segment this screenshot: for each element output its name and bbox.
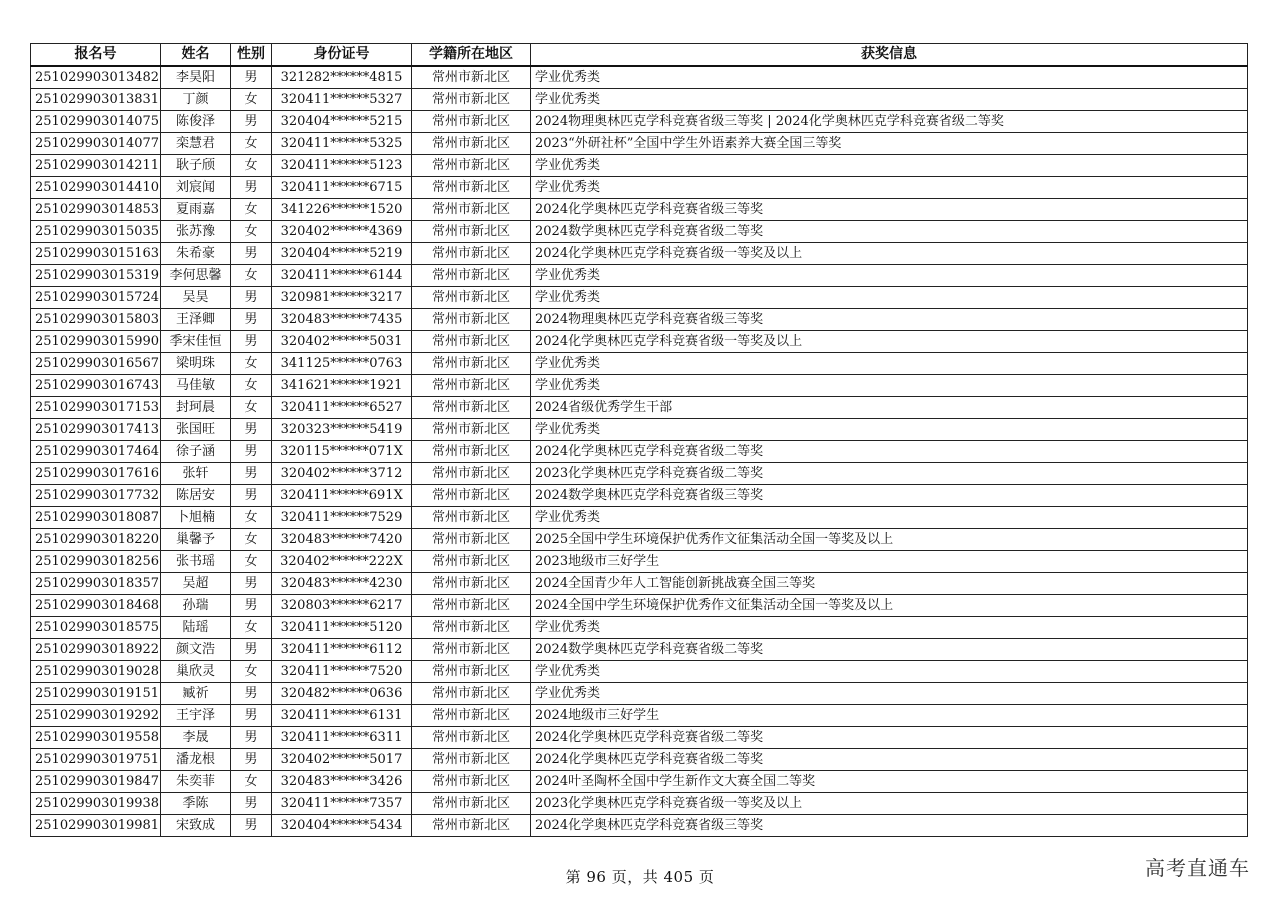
cell-name: 巢欣灵 (161, 661, 231, 683)
cell-id-number: 320411******691X (272, 485, 412, 507)
cell-school-region: 常州市新北区 (412, 573, 531, 595)
cell-id-number: 320411******6715 (272, 177, 412, 199)
cell-gender: 男 (231, 441, 272, 463)
cell-school-region: 常州市新北区 (412, 111, 531, 133)
cell-school-region: 常州市新北区 (412, 353, 531, 375)
cell-award-info: 学业优秀类 (531, 89, 1248, 111)
cell-award-info: 2024化学奥林匹克学科竞赛省级一等奖及以上 (531, 331, 1248, 353)
page-number: 第 96 页，共 405 页 (565, 868, 715, 886)
cell-school-region: 常州市新北区 (412, 617, 531, 639)
cell-award-info: 学业优秀类 (531, 507, 1248, 529)
cell-school-region: 常州市新北区 (412, 243, 531, 265)
cell-registration-no: 251029903015163 (31, 243, 161, 265)
cell-id-number: 320402******5017 (272, 749, 412, 771)
cell-registration-no: 251029903018087 (31, 507, 161, 529)
cell-name: 卜旭楠 (161, 507, 231, 529)
cell-name: 张国旺 (161, 419, 231, 441)
cell-award-info: 2024化学奥林匹克学科竞赛省级三等奖 (531, 199, 1248, 221)
cell-award-info: 2024化学奥林匹克学科竞赛省级二等奖 (531, 749, 1248, 771)
cell-registration-no: 251029903014075 (31, 111, 161, 133)
cell-school-region: 常州市新北区 (412, 419, 531, 441)
cell-name: 李何思馨 (161, 265, 231, 287)
cell-gender: 女 (231, 221, 272, 243)
cell-registration-no: 251029903019558 (31, 727, 161, 749)
cell-school-region: 常州市新北区 (412, 287, 531, 309)
table-row (31, 375, 1248, 397)
cell-award-info: 学业优秀类 (531, 155, 1248, 177)
cell-registration-no: 251029903019028 (31, 661, 161, 683)
cell-school-region: 常州市新北区 (412, 441, 531, 463)
table-row (31, 199, 1248, 221)
cell-registration-no: 251029903014077 (31, 133, 161, 155)
cell-school-region: 常州市新北区 (412, 221, 531, 243)
cell-school-region: 常州市新北区 (412, 309, 531, 331)
cell-school-region: 常州市新北区 (412, 771, 531, 793)
table-row (31, 463, 1248, 485)
cell-school-region: 常州市新北区 (412, 749, 531, 771)
cell-registration-no: 251029903019751 (31, 749, 161, 771)
cell-registration-no: 251029903019981 (31, 815, 161, 837)
table-row (31, 243, 1248, 265)
table-row (31, 573, 1248, 595)
cell-award-info: 学业优秀类 (531, 66, 1248, 89)
header-id-number: 身份证号 (272, 44, 412, 67)
cell-name: 巢馨予 (161, 529, 231, 551)
cell-name: 陈俊泽 (161, 111, 231, 133)
cell-registration-no: 251029903018220 (31, 529, 161, 551)
cell-registration-no: 251029903017732 (31, 485, 161, 507)
cell-name: 李昊阳 (161, 66, 231, 89)
cell-name: 季宋佳恒 (161, 331, 231, 353)
cell-gender: 女 (231, 397, 272, 419)
cell-award-info: 2024数学奥林匹克学科竞赛省级二等奖 (531, 639, 1248, 661)
cell-award-info: 2024化学奥林匹克学科竞赛省级二等奖 (531, 727, 1248, 749)
cell-registration-no: 251029903017464 (31, 441, 161, 463)
cell-id-number: 320323******5419 (272, 419, 412, 441)
cell-id-number: 321282******4815 (272, 66, 412, 89)
cell-name: 李晟 (161, 727, 231, 749)
cell-award-info: 2024物理奥林匹克学科竞赛省级三等奖 (531, 309, 1248, 331)
cell-school-region: 常州市新北区 (412, 551, 531, 573)
cell-name: 张书瑶 (161, 551, 231, 573)
cell-award-info: 2024省级优秀学生干部 (531, 397, 1248, 419)
cell-id-number: 320402******222X (272, 551, 412, 573)
cell-name: 季陈 (161, 793, 231, 815)
cell-name: 颜文浩 (161, 639, 231, 661)
cell-award-info: 学业优秀类 (531, 177, 1248, 199)
cell-gender: 女 (231, 617, 272, 639)
cell-school-region: 常州市新北区 (412, 177, 531, 199)
cell-award-info: 2024地级市三好学生 (531, 705, 1248, 727)
cell-school-region: 常州市新北区 (412, 133, 531, 155)
cell-gender: 女 (231, 133, 272, 155)
cell-id-number: 320411******7357 (272, 793, 412, 815)
cell-award-info: 学业优秀类 (531, 617, 1248, 639)
table-row (31, 177, 1248, 199)
table-body (31, 66, 1248, 837)
cell-name: 陈居安 (161, 485, 231, 507)
watermark-logo-text: 高考直通车 (1145, 856, 1250, 880)
cell-gender: 男 (231, 331, 272, 353)
cell-award-info: 2024数学奥林匹克学科竞赛省级三等奖 (531, 485, 1248, 507)
table-row (31, 727, 1248, 749)
cell-school-region: 常州市新北区 (412, 529, 531, 551)
cell-name: 朱希豪 (161, 243, 231, 265)
table-row (31, 287, 1248, 309)
cell-registration-no: 251029903019938 (31, 793, 161, 815)
cell-school-region: 常州市新北区 (412, 683, 531, 705)
cell-gender: 男 (231, 639, 272, 661)
table-row (31, 749, 1248, 771)
cell-name: 王泽卿 (161, 309, 231, 331)
cell-school-region: 常州市新北区 (412, 89, 531, 111)
table-row (31, 507, 1248, 529)
cell-gender: 男 (231, 485, 272, 507)
cell-id-number: 320483******7435 (272, 309, 412, 331)
cell-id-number: 320411******5123 (272, 155, 412, 177)
table-row (31, 89, 1248, 111)
cell-registration-no: 251029903014410 (31, 177, 161, 199)
table-row (31, 221, 1248, 243)
cell-award-info: 2023化学奥林匹克学科竞赛省级二等奖 (531, 463, 1248, 485)
header-row (31, 44, 1248, 67)
cell-name: 陆瑶 (161, 617, 231, 639)
table-row (31, 397, 1248, 419)
table-row (31, 705, 1248, 727)
cell-gender: 女 (231, 551, 272, 573)
cell-id-number: 320981******3217 (272, 287, 412, 309)
cell-id-number: 341621******1921 (272, 375, 412, 397)
cell-school-region: 常州市新北区 (412, 155, 531, 177)
table-row (31, 133, 1248, 155)
cell-school-region: 常州市新北区 (412, 485, 531, 507)
cell-name: 栾慧君 (161, 133, 231, 155)
header-school-region: 学籍所在地区 (412, 44, 531, 67)
table-row (31, 485, 1248, 507)
cell-name: 王宇泽 (161, 705, 231, 727)
cell-gender: 男 (231, 749, 272, 771)
cell-registration-no: 251029903015319 (31, 265, 161, 287)
cell-gender: 男 (231, 177, 272, 199)
cell-gender: 男 (231, 287, 272, 309)
cell-id-number: 341125******0763 (272, 353, 412, 375)
cell-gender: 女 (231, 375, 272, 397)
cell-id-number: 320411******6527 (272, 397, 412, 419)
table-row (31, 683, 1248, 705)
cell-registration-no: 251029903019292 (31, 705, 161, 727)
cell-id-number: 320402******3712 (272, 463, 412, 485)
cell-name: 马佳敏 (161, 375, 231, 397)
cell-gender: 男 (231, 815, 272, 837)
header-name: 姓名 (161, 44, 231, 67)
cell-id-number: 320404******5215 (272, 111, 412, 133)
cell-award-info: 2024化学奥林匹克学科竞赛省级一等奖及以上 (531, 243, 1248, 265)
cell-school-region: 常州市新北区 (412, 199, 531, 221)
table-row (31, 639, 1248, 661)
cell-registration-no: 251029903019151 (31, 683, 161, 705)
cell-gender: 男 (231, 727, 272, 749)
cell-id-number: 320411******7529 (272, 507, 412, 529)
cell-name: 梁明珠 (161, 353, 231, 375)
cell-registration-no: 251029903019847 (31, 771, 161, 793)
cell-id-number: 320411******6144 (272, 265, 412, 287)
cell-registration-no: 251029903014211 (31, 155, 161, 177)
cell-award-info: 2023化学奥林匹克学科竞赛省级一等奖及以上 (531, 793, 1248, 815)
table-row (31, 353, 1248, 375)
cell-gender: 女 (231, 155, 272, 177)
cell-school-region: 常州市新北区 (412, 463, 531, 485)
cell-gender: 男 (231, 705, 272, 727)
cell-gender: 女 (231, 353, 272, 375)
cell-id-number: 320411******5327 (272, 89, 412, 111)
cell-school-region: 常州市新北区 (412, 66, 531, 89)
cell-registration-no: 251029903016743 (31, 375, 161, 397)
cell-id-number: 320483******3426 (272, 771, 412, 793)
cell-school-region: 常州市新北区 (412, 639, 531, 661)
cell-school-region: 常州市新北区 (412, 375, 531, 397)
cell-registration-no: 251029903015803 (31, 309, 161, 331)
table-row (31, 66, 1248, 89)
cell-gender: 女 (231, 265, 272, 287)
cell-gender: 女 (231, 507, 272, 529)
cell-name: 夏雨嘉 (161, 199, 231, 221)
table-row (31, 331, 1248, 353)
cell-gender: 男 (231, 683, 272, 705)
cell-id-number: 320411******6112 (272, 639, 412, 661)
cell-name: 丁颜 (161, 89, 231, 111)
cell-id-number: 320483******7420 (272, 529, 412, 551)
cell-registration-no: 251029903017616 (31, 463, 161, 485)
cell-registration-no: 251029903014853 (31, 199, 161, 221)
cell-registration-no: 251029903013482 (31, 66, 161, 89)
award-roster-table (30, 43, 1248, 837)
cell-name: 孙瑞 (161, 595, 231, 617)
cell-award-info: 2024化学奥林匹克学科竞赛省级二等奖 (531, 441, 1248, 463)
cell-school-region: 常州市新北区 (412, 727, 531, 749)
cell-id-number: 341226******1520 (272, 199, 412, 221)
cell-name: 张轩 (161, 463, 231, 485)
cell-gender: 男 (231, 66, 272, 89)
cell-id-number: 320411******5120 (272, 617, 412, 639)
cell-name: 宋致成 (161, 815, 231, 837)
cell-id-number: 320402******5031 (272, 331, 412, 353)
cell-id-number: 320411******7520 (272, 661, 412, 683)
cell-id-number: 320411******5325 (272, 133, 412, 155)
cell-registration-no: 251029903018357 (31, 573, 161, 595)
cell-school-region: 常州市新北区 (412, 793, 531, 815)
table-row (31, 529, 1248, 551)
cell-name: 耿子颀 (161, 155, 231, 177)
cell-gender: 男 (231, 595, 272, 617)
cell-registration-no: 251029903017153 (31, 397, 161, 419)
cell-school-region: 常州市新北区 (412, 265, 531, 287)
cell-gender: 女 (231, 771, 272, 793)
table-row (31, 815, 1248, 837)
cell-gender: 男 (231, 793, 272, 815)
cell-name: 徐子涵 (161, 441, 231, 463)
table-row (31, 419, 1248, 441)
cell-gender: 女 (231, 199, 272, 221)
cell-gender: 男 (231, 573, 272, 595)
cell-award-info: 学业优秀类 (531, 683, 1248, 705)
cell-award-info: 学业优秀类 (531, 661, 1248, 683)
header-registration-no: 报名号 (31, 44, 161, 67)
cell-award-info: 学业优秀类 (531, 353, 1248, 375)
cell-registration-no: 251029903018256 (31, 551, 161, 573)
cell-registration-no: 251029903013831 (31, 89, 161, 111)
cell-id-number: 320483******4230 (272, 573, 412, 595)
cell-id-number: 320411******6131 (272, 705, 412, 727)
cell-award-info: 2024叶圣陶杯全国中学生新作文大赛全国二等奖 (531, 771, 1248, 793)
cell-gender: 女 (231, 529, 272, 551)
cell-school-region: 常州市新北区 (412, 661, 531, 683)
table-row (31, 155, 1248, 177)
cell-name: 朱奕菲 (161, 771, 231, 793)
cell-school-region: 常州市新北区 (412, 331, 531, 353)
table-row (31, 771, 1248, 793)
table-row (31, 617, 1248, 639)
cell-award-info: 学业优秀类 (531, 419, 1248, 441)
cell-name: 张苏豫 (161, 221, 231, 243)
cell-registration-no: 251029903017413 (31, 419, 161, 441)
cell-registration-no: 251029903018468 (31, 595, 161, 617)
table-row (31, 793, 1248, 815)
table-row (31, 661, 1248, 683)
cell-gender: 男 (231, 463, 272, 485)
cell-school-region: 常州市新北区 (412, 595, 531, 617)
cell-id-number: 320411******6311 (272, 727, 412, 749)
header-gender: 性别 (231, 44, 272, 67)
table-row (31, 551, 1248, 573)
cell-school-region: 常州市新北区 (412, 507, 531, 529)
cell-award-info: 学业优秀类 (531, 265, 1248, 287)
cell-name: 吴超 (161, 573, 231, 595)
cell-registration-no: 251029903015724 (31, 287, 161, 309)
cell-id-number: 320404******5219 (272, 243, 412, 265)
cell-gender: 男 (231, 419, 272, 441)
cell-award-info: 2024数学奥林匹克学科竞赛省级二等奖 (531, 221, 1248, 243)
cell-school-region: 常州市新北区 (412, 815, 531, 837)
cell-id-number: 320803******6217 (272, 595, 412, 617)
cell-school-region: 常州市新北区 (412, 705, 531, 727)
table-row (31, 111, 1248, 133)
cell-award-info: 2024全国青少年人工智能创新挑战赛全国三等奖 (531, 573, 1248, 595)
cell-gender: 女 (231, 661, 272, 683)
cell-award-info: 学业优秀类 (531, 287, 1248, 309)
table-row (31, 441, 1248, 463)
cell-school-region: 常州市新北区 (412, 397, 531, 419)
cell-id-number: 320404******5434 (272, 815, 412, 837)
cell-gender: 男 (231, 111, 272, 133)
cell-registration-no: 251029903016567 (31, 353, 161, 375)
cell-name: 潘龙根 (161, 749, 231, 771)
cell-award-info: 2023地级市三好学生 (531, 551, 1248, 573)
table-row (31, 595, 1248, 617)
cell-registration-no: 251029903015990 (31, 331, 161, 353)
cell-award-info: 2024物理奥林匹克学科竞赛省级三等奖 | 2024化学奥林匹克学科竞赛省级二等奖 (531, 111, 1248, 133)
table-row (31, 265, 1248, 287)
header-award-info: 获奖信息 (531, 44, 1248, 67)
cell-award-info: 2024全国中学生环境保护优秀作文征集活动全国一等奖及以上 (531, 595, 1248, 617)
cell-registration-no: 251029903015035 (31, 221, 161, 243)
cell-gender: 女 (231, 89, 272, 111)
cell-id-number: 320482******0636 (272, 683, 412, 705)
cell-gender: 男 (231, 243, 272, 265)
cell-name: 刘宸闻 (161, 177, 231, 199)
cell-award-info: 2024化学奥林匹克学科竞赛省级三等奖 (531, 815, 1248, 837)
cell-name: 臧祈 (161, 683, 231, 705)
cell-gender: 男 (231, 309, 272, 331)
cell-id-number: 320115******071X (272, 441, 412, 463)
table-row (31, 309, 1248, 331)
cell-registration-no: 251029903018922 (31, 639, 161, 661)
cell-name: 吴昊 (161, 287, 231, 309)
cell-award-info: 2023“外研社杯”全国中学生外语素养大赛全国三等奖 (531, 133, 1248, 155)
table-header (31, 44, 1248, 67)
cell-name: 封珂晨 (161, 397, 231, 419)
cell-award-info: 2025全国中学生环境保护优秀作文征集活动全国一等奖及以上 (531, 529, 1248, 551)
cell-registration-no: 251029903018575 (31, 617, 161, 639)
cell-id-number: 320402******4369 (272, 221, 412, 243)
cell-award-info: 学业优秀类 (531, 375, 1248, 397)
